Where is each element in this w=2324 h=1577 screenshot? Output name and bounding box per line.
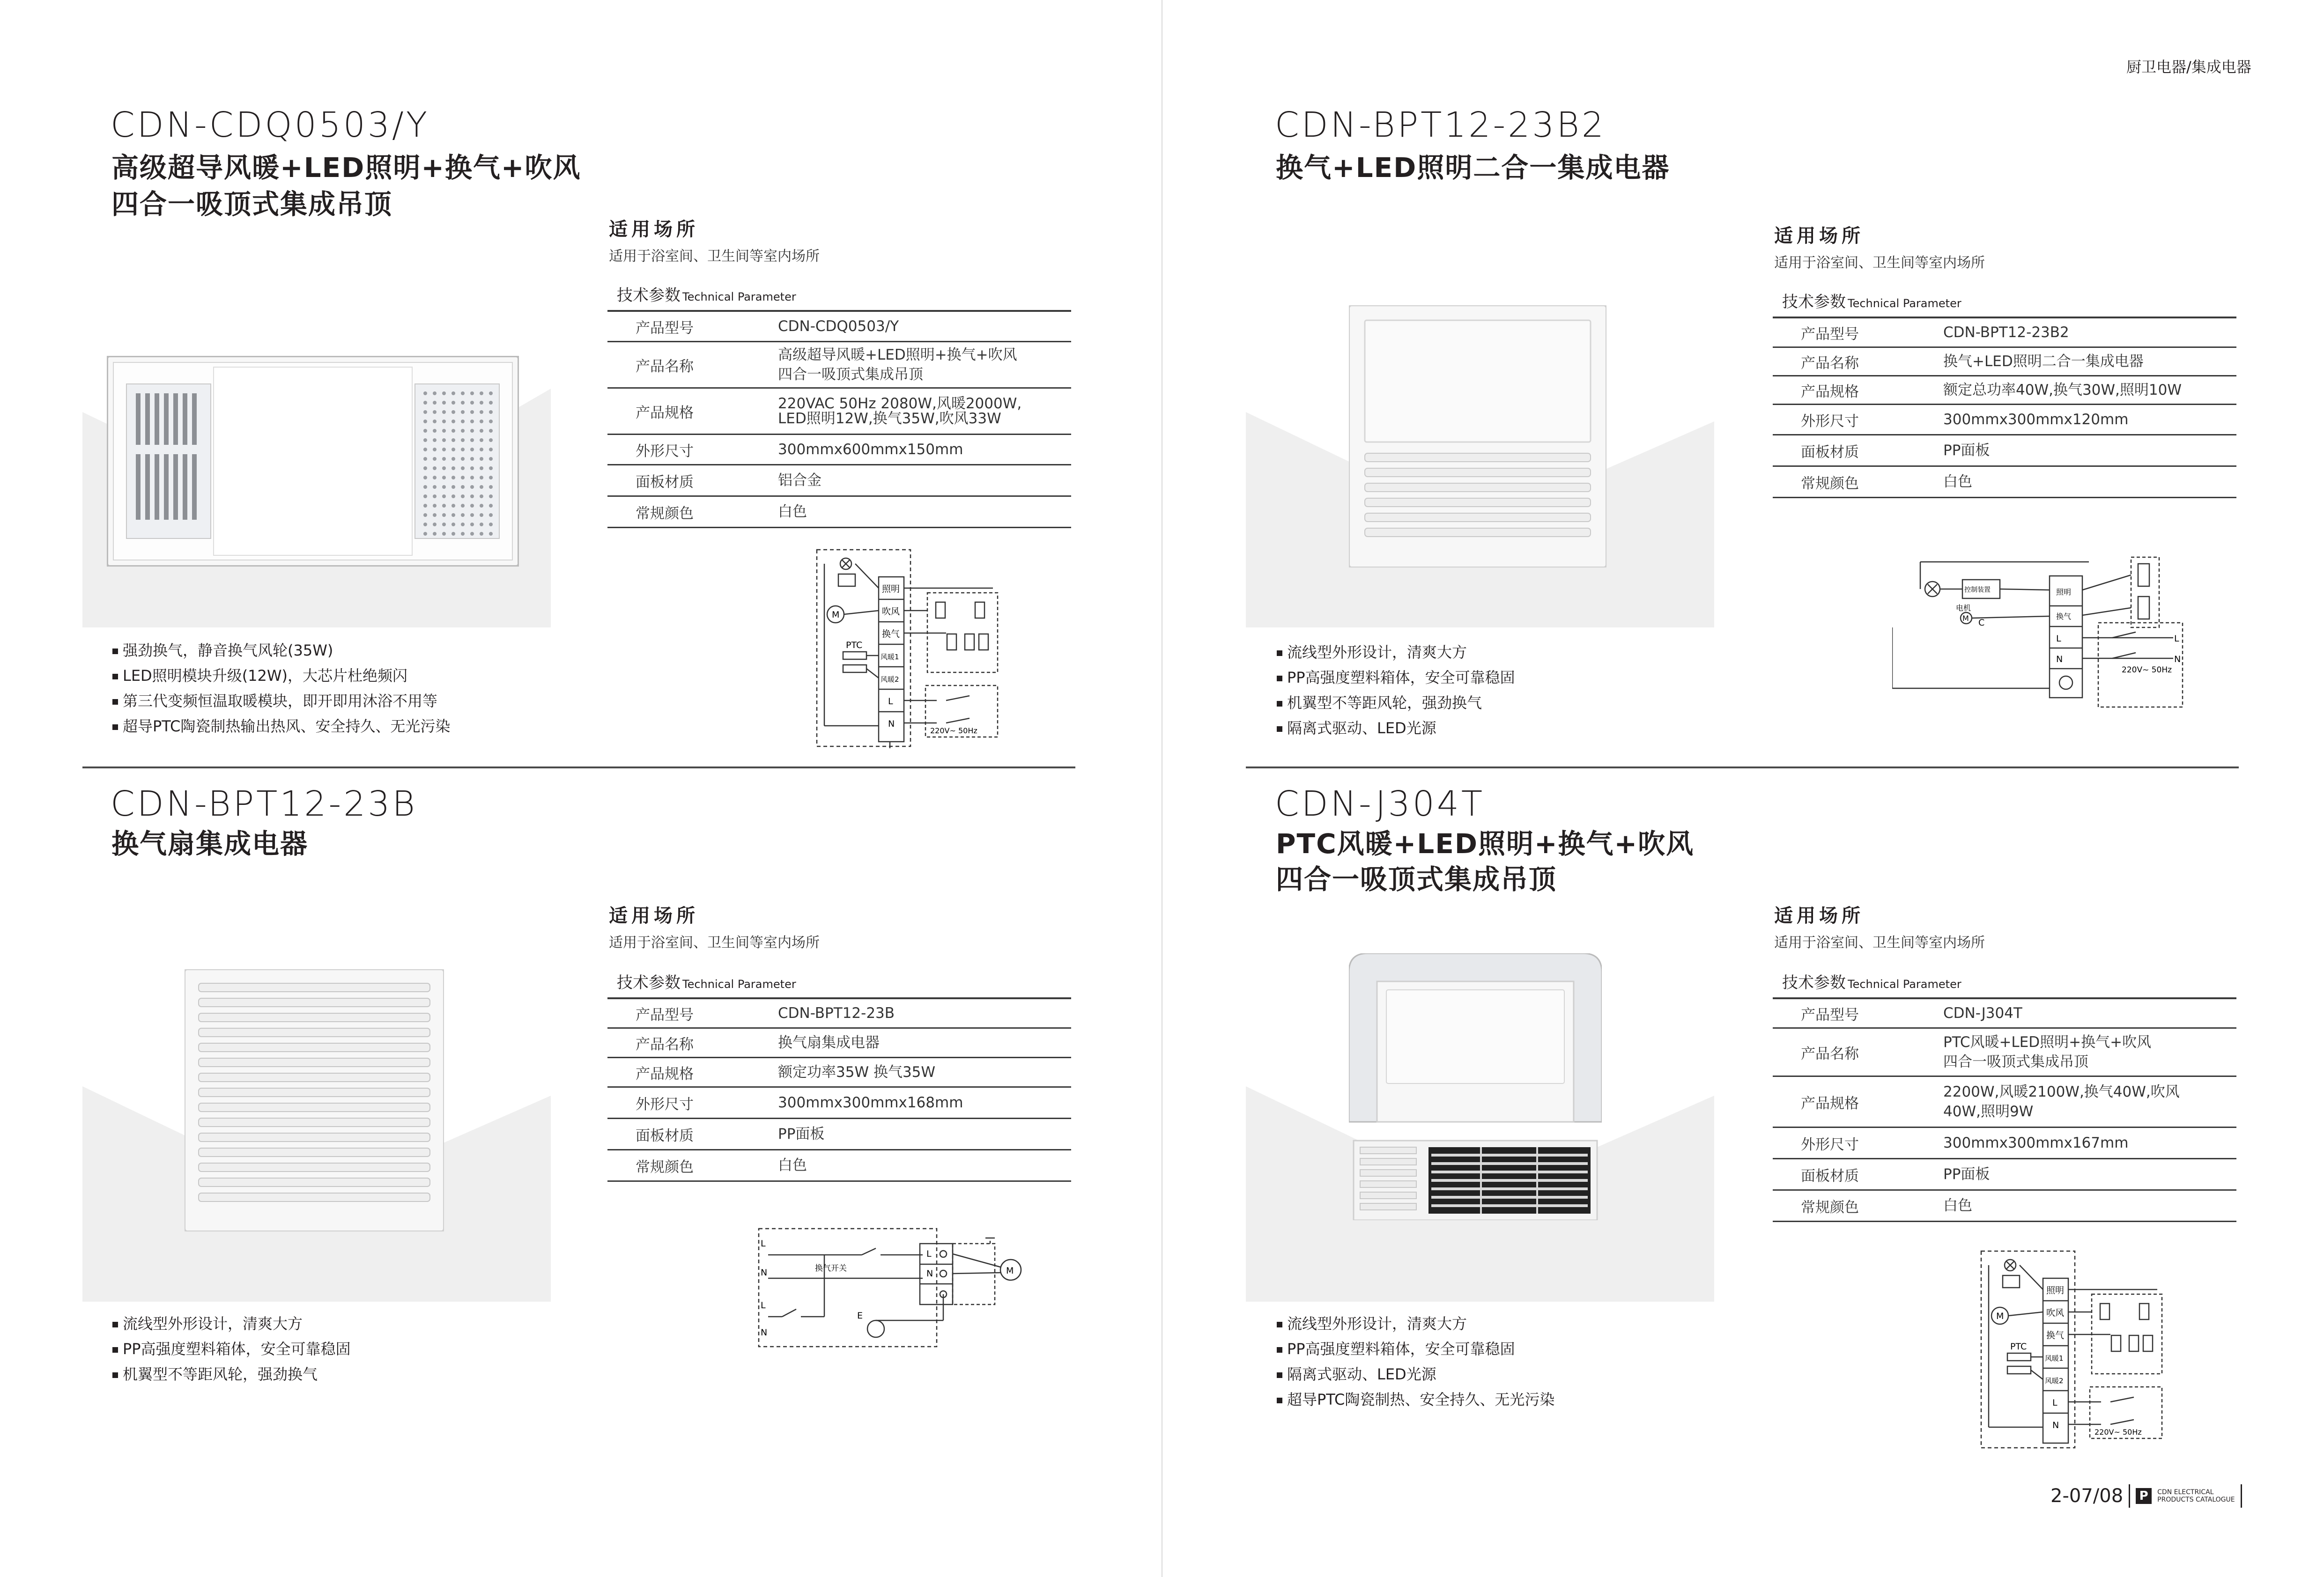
section-divider-right bbox=[1246, 766, 2239, 768]
apply-heading: 适用场所 bbox=[609, 905, 699, 927]
spec-row bbox=[1773, 1077, 2236, 1128]
feature-item: 强劲换气，静音换气风轮(35W) bbox=[112, 638, 450, 663]
spec-key: 面板材质 bbox=[636, 473, 694, 491]
wiring-label: 风暖1 bbox=[2045, 1354, 2064, 1363]
page-footer bbox=[2050, 1484, 2242, 1508]
spec-row bbox=[1773, 405, 2236, 435]
spec-heading bbox=[607, 968, 1071, 999]
spec-table bbox=[1773, 287, 2236, 498]
spec-row bbox=[607, 312, 1071, 342]
spec-heading bbox=[1773, 287, 2236, 318]
apply-heading: 适用场所 bbox=[1774, 905, 1864, 927]
section-divider-left bbox=[82, 766, 1075, 768]
wiring-label: L bbox=[2052, 1398, 2058, 1408]
spec-row bbox=[1773, 467, 2236, 498]
wiring-label: M bbox=[832, 610, 840, 620]
spec-row bbox=[607, 1150, 1071, 1182]
spec-value: 300mmx300mmx120mm bbox=[1943, 411, 2129, 428]
spec-heading bbox=[1773, 968, 2236, 999]
product-image-cdq0503 bbox=[107, 356, 519, 567]
wiring-diagram-2 bbox=[1892, 553, 2192, 712]
wiring-diagram-4 bbox=[1979, 1249, 2167, 1455]
section-label: 厨卫电器/集成电器 bbox=[2126, 58, 2251, 76]
wiring-label: PTC bbox=[846, 640, 863, 650]
wiring-label: C bbox=[1978, 618, 1985, 628]
product-model: CDN-BPT12-23B bbox=[111, 784, 417, 824]
wiring-label: 换气 bbox=[2056, 612, 2072, 621]
spec-key: 常规颜色 bbox=[1801, 475, 1859, 492]
feature-item: 第三代变频恒温取暖模块，即开即用沐浴不用等 bbox=[112, 688, 450, 714]
spec-key: 产品名称 bbox=[636, 1036, 694, 1053]
wiring-label: 换气 bbox=[882, 629, 900, 639]
spec-row bbox=[1773, 435, 2236, 467]
spec-key: 外形尺寸 bbox=[1801, 1136, 1859, 1153]
spec-heading bbox=[607, 281, 1071, 312]
apply-heading: 适用场所 bbox=[1774, 225, 1864, 247]
apply-text: 适用于浴室间、卫生间等室内场所 bbox=[1774, 255, 1985, 271]
spec-row bbox=[1773, 999, 2236, 1029]
apply-text: 适用于浴室间、卫生间等室内场所 bbox=[609, 935, 820, 951]
feature-item: 隔离式驱动、LED光源 bbox=[1277, 715, 1515, 741]
spec-value: PP面板 bbox=[1943, 442, 1990, 459]
spec-key: 面板材质 bbox=[1801, 1167, 1859, 1185]
brand-text bbox=[2157, 1489, 2235, 1503]
spec-row bbox=[1773, 1159, 2236, 1191]
spec-value: 300mmx300mmx167mm bbox=[1943, 1135, 2129, 1151]
feature-list bbox=[112, 638, 450, 739]
wiring-label: L bbox=[926, 1249, 932, 1259]
spec-key: 常规颜色 bbox=[636, 1158, 694, 1176]
spec-value: 额定功率35W 换气35W bbox=[778, 1064, 936, 1081]
spec-heading-en: Technical Parameter bbox=[682, 978, 796, 991]
spec-row bbox=[1773, 1029, 2236, 1077]
spec-value-line: 2200W,风暖2100W,换气40W,吹风 bbox=[1943, 1083, 2180, 1100]
feature-item: PP高强度塑料箱体，安全可靠稳固 bbox=[112, 1336, 351, 1362]
spec-value: 白色 bbox=[1943, 473, 1972, 490]
spec-value-line: 220VAC 50Hz 2080W,风暖2000W, bbox=[778, 395, 1022, 412]
wiring-label: 220V~ 50Hz bbox=[2095, 1428, 2142, 1437]
feature-item: 流线型外形设计，清爽大方 bbox=[1277, 640, 1515, 665]
spec-value: 300mmx300mmx168mm bbox=[778, 1094, 963, 1111]
spec-key: 产品型号 bbox=[636, 319, 694, 337]
spec-heading-en: Technical Parameter bbox=[682, 290, 796, 303]
spec-heading-cn: 技术参数 bbox=[617, 286, 681, 305]
spec-value-line: PTC风暖+LED照明+换气+吹风 bbox=[1943, 1034, 2152, 1051]
spec-value-line: 高级超导风暖+LED照明+换气+吹风 bbox=[778, 346, 1017, 363]
product-model: CDN-J304T bbox=[1275, 784, 1485, 824]
footer-divider bbox=[2129, 1484, 2130, 1508]
spec-value-line: 40W,照明9W bbox=[1943, 1103, 2034, 1120]
brand-text-line-2: PRODUCTS CATALOGUE bbox=[2157, 1496, 2235, 1503]
wiring-label: N bbox=[761, 1327, 768, 1338]
feature-item: PP高强度塑料箱体，安全可靠稳固 bbox=[1277, 665, 1515, 690]
wiring-label: 吹风 bbox=[2046, 1308, 2065, 1318]
spec-table bbox=[607, 968, 1071, 1182]
spec-key: 外形尺寸 bbox=[636, 1096, 694, 1113]
spec-table bbox=[607, 281, 1071, 528]
wiring-label: 吹风 bbox=[882, 606, 900, 617]
feature-list bbox=[1277, 1311, 1554, 1412]
feature-item: 流线型外形设计，清爽大方 bbox=[1277, 1311, 1554, 1336]
spec-heading-cn: 技术参数 bbox=[1782, 293, 1846, 311]
spec-row bbox=[1773, 1191, 2236, 1222]
spec-value: 300mmx600mmx150mm bbox=[778, 441, 963, 458]
wiring-label: L bbox=[2174, 634, 2179, 644]
wiring-label: M bbox=[1006, 1266, 1014, 1276]
spec-key: 产品规格 bbox=[636, 404, 694, 421]
wiring-label: PTC bbox=[2010, 1341, 2027, 1352]
product-model: CDN-BPT12-23B2 bbox=[1275, 105, 1606, 145]
spec-value: 白色 bbox=[778, 1157, 807, 1174]
spec-value-line: 四合一吸顶式集成吊顶 bbox=[778, 366, 923, 383]
spec-value-line: LED照明12W,换气35W,吹风33W bbox=[778, 410, 1001, 427]
wiring-label: N bbox=[2174, 654, 2181, 664]
feature-item: 超导PTC陶瓷制热、安全持久、无光污染 bbox=[1277, 1387, 1554, 1412]
spec-row bbox=[607, 1029, 1071, 1058]
wiring-label: 220V~ 50Hz bbox=[930, 726, 977, 735]
footer-divider bbox=[2241, 1484, 2242, 1508]
wiring-label: 电机 bbox=[1956, 604, 1971, 612]
wiring-label: 220V~ 50Hz bbox=[2122, 665, 2172, 675]
product-image-j304t bbox=[1349, 953, 1602, 1220]
apply-text: 适用于浴室间、卫生间等室内场所 bbox=[609, 248, 820, 265]
spec-value: 换气+LED照明二合一集成电器 bbox=[1943, 353, 2144, 370]
wiring-label: N bbox=[926, 1268, 933, 1279]
spec-value: PP面板 bbox=[1943, 1166, 1990, 1183]
spec-value: 白色 bbox=[778, 503, 807, 520]
spec-key: 面板材质 bbox=[636, 1127, 694, 1144]
spec-heading-cn: 技术参数 bbox=[617, 973, 681, 992]
spec-table bbox=[1773, 968, 2236, 1222]
wiring-label: L bbox=[888, 696, 893, 707]
spec-key: 产品名称 bbox=[1801, 1045, 1859, 1062]
spec-key: 产品名称 bbox=[636, 358, 694, 375]
spec-key: 外形尺寸 bbox=[636, 442, 694, 460]
feature-item: 机翼型不等距风轮，强劲换气 bbox=[1277, 690, 1515, 715]
spec-row bbox=[1773, 376, 2236, 405]
spec-row bbox=[607, 342, 1071, 389]
wiring-label: 换气 bbox=[2046, 1330, 2065, 1341]
wiring-label: 控制装置 bbox=[1964, 586, 1991, 594]
spec-row bbox=[607, 1119, 1071, 1150]
spec-value-line: 四合一吸顶式集成吊顶 bbox=[1943, 1054, 2088, 1070]
spec-key: 产品规格 bbox=[1801, 383, 1859, 400]
spec-value bbox=[778, 396, 1071, 426]
spec-row bbox=[607, 999, 1071, 1029]
spec-value: PP面板 bbox=[778, 1126, 825, 1142]
wiring-label: 照明 bbox=[2046, 1285, 2065, 1296]
wiring-label: 风暖2 bbox=[881, 675, 899, 684]
feature-item: 超导PTC陶瓷制热输出热风、安全持久、无光污染 bbox=[112, 714, 450, 739]
wiring-diagram-3 bbox=[754, 1227, 1035, 1349]
page-number: 2-07/08 bbox=[2050, 1485, 2124, 1507]
feature-item: 机翼型不等距风轮，强劲换气 bbox=[112, 1362, 351, 1387]
product-title-line-1: 换气扇集成电器 bbox=[111, 828, 309, 860]
spec-row bbox=[1773, 348, 2236, 376]
product-title-line-2: 四合一吸顶式集成吊顶 bbox=[1276, 863, 1557, 895]
spec-row bbox=[607, 1088, 1071, 1119]
spec-value: CDN-BPT12-23B bbox=[778, 1005, 895, 1022]
wiring-label: N bbox=[2056, 654, 2063, 664]
spec-row bbox=[607, 497, 1071, 528]
wiring-label: L bbox=[761, 1238, 766, 1249]
spec-value bbox=[778, 345, 1071, 384]
spec-row bbox=[607, 435, 1071, 465]
spec-row bbox=[607, 465, 1071, 497]
spec-value: 白色 bbox=[1943, 1197, 1972, 1214]
spec-key: 外形尺寸 bbox=[1801, 413, 1859, 430]
wiring-label: N bbox=[2052, 1420, 2059, 1430]
spec-key: 面板材质 bbox=[1801, 443, 1859, 461]
wiring-label: 照明 bbox=[882, 584, 900, 594]
spec-key: 常规颜色 bbox=[1801, 1199, 1859, 1216]
spec-row bbox=[1773, 1128, 2236, 1159]
product-image-bpt12-23b bbox=[185, 969, 444, 1231]
wiring-label: N bbox=[761, 1267, 768, 1278]
spec-key: 产品型号 bbox=[1801, 325, 1859, 343]
spec-row bbox=[1773, 318, 2236, 348]
spec-value: 铝合金 bbox=[778, 472, 822, 489]
spec-key: 产品型号 bbox=[1801, 1006, 1859, 1024]
wiring-label: 换气开关 bbox=[815, 1264, 847, 1273]
spec-value: CDN-CDQ0503/Y bbox=[778, 318, 899, 335]
spec-value: CDN-BPT12-23B2 bbox=[1943, 324, 2069, 341]
apply-text: 适用于浴室间、卫生间等室内场所 bbox=[1774, 935, 1985, 951]
product-title-line-1: 换气+LED照明二合一集成电器 bbox=[1276, 152, 1670, 184]
product-title-line-1: 高级超导风暖+LED照明+换气+吹风 bbox=[111, 152, 581, 184]
wiring-label: M bbox=[1962, 614, 1969, 623]
wiring-label: L bbox=[761, 1300, 766, 1311]
spec-heading-cn: 技术参数 bbox=[1782, 973, 1846, 992]
spec-row bbox=[607, 1058, 1071, 1088]
spec-value: CDN-J304T bbox=[1943, 1005, 2022, 1022]
wiring-label: 风暖1 bbox=[881, 653, 899, 661]
spec-key: 常规颜色 bbox=[636, 505, 694, 522]
spec-heading-en: Technical Parameter bbox=[1848, 978, 1961, 991]
spec-key: 产品规格 bbox=[636, 1065, 694, 1083]
feature-item: 流线型外形设计，清爽大方 bbox=[112, 1311, 351, 1336]
wiring-label: N bbox=[888, 719, 895, 729]
feature-item: PP高强度塑料箱体，安全可靠稳固 bbox=[1277, 1336, 1554, 1362]
spec-value: 换气扇集成电器 bbox=[778, 1034, 880, 1051]
feature-list bbox=[1277, 640, 1515, 741]
brand-logo: P bbox=[2136, 1488, 2152, 1504]
brand-text-line-1: CDN ELECTRICAL bbox=[2157, 1489, 2214, 1496]
spec-row bbox=[607, 389, 1071, 435]
wiring-label: 风暖2 bbox=[2045, 1377, 2064, 1385]
feature-item: LED照明模块升级(12W)，大芯片杜绝频闪 bbox=[112, 663, 450, 688]
spec-value bbox=[1943, 1082, 2236, 1121]
wiring-label: M bbox=[1996, 1311, 2004, 1321]
spec-key: 产品型号 bbox=[636, 1006, 694, 1024]
spec-value bbox=[1943, 1032, 2236, 1072]
wiring-label: 照明 bbox=[2056, 588, 2072, 597]
spec-heading-en: Technical Parameter bbox=[1848, 297, 1961, 310]
spec-key: 产品名称 bbox=[1801, 354, 1859, 372]
spec-key: 产品规格 bbox=[1801, 1095, 1859, 1112]
wiring-label: L bbox=[2056, 634, 2061, 644]
feature-list bbox=[112, 1311, 351, 1387]
product-title-line-2: 四合一吸顶式集成吊顶 bbox=[111, 188, 393, 220]
spec-value: 额定总功率40W,换气30W,照明10W bbox=[1943, 382, 2182, 398]
feature-item: 隔离式驱动、LED光源 bbox=[1277, 1362, 1554, 1387]
product-title-line-1: PTC风暖+LED照明+换气+吹风 bbox=[1276, 828, 1695, 860]
wiring-label: E bbox=[857, 1311, 863, 1321]
product-image-bpt12-23b2 bbox=[1349, 305, 1606, 567]
product-model: CDN-CDQ0503/Y bbox=[111, 105, 430, 145]
wiring-diagram-1 bbox=[815, 548, 1002, 754]
apply-heading: 适用场所 bbox=[609, 219, 699, 240]
